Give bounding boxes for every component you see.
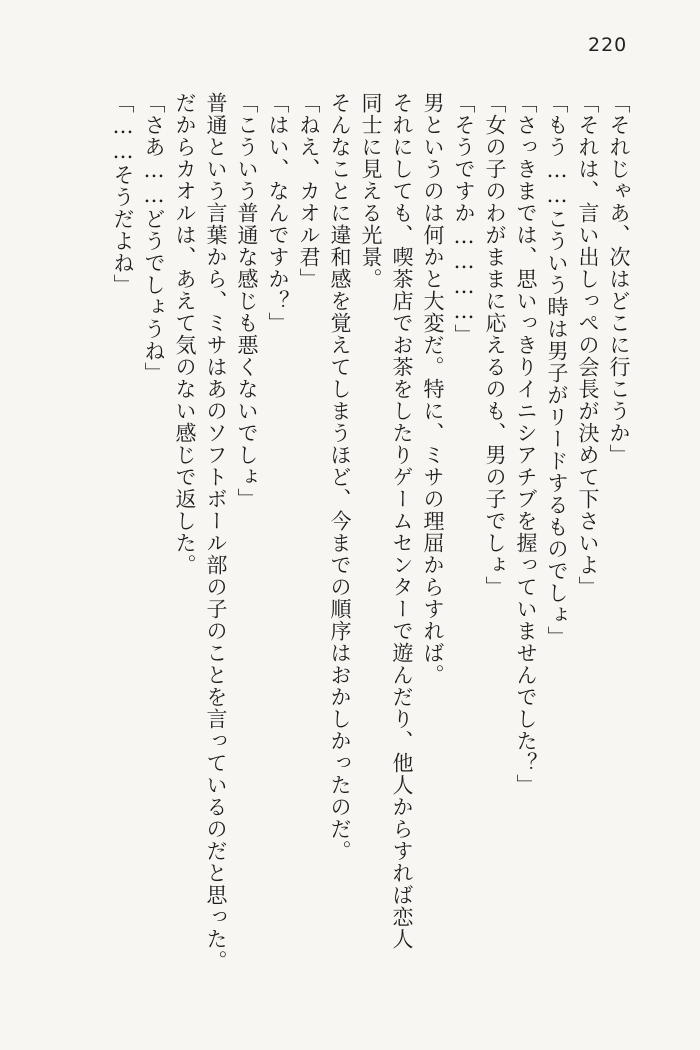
- text-column: だからカオルは、あえて気のない感じで返した。: [173, 92, 197, 576]
- text-column: 「女の子のわがままに応えるのも、男の子でしょ」: [483, 92, 507, 598]
- vertical-text-block: [107, 92, 634, 984]
- text-column: 「それは、言い出しっぺの会長が決めて下さいよ」: [576, 92, 600, 598]
- text-column: それにしても、喫茶店でお茶をしたりゲームセンターで遊んだり、他人からすれば恋人: [390, 92, 414, 950]
- text-column: 「さっきまでは、思いっきりイニシアチブを握っていませんでした？」: [514, 92, 538, 796]
- text-column: 男というのは何かと大変だ。特に、ミサの理屈からすれば。: [421, 92, 445, 686]
- text-column: そんなことに違和感を覚えてしまうほど、今までの順序はおかしかったのだ。: [328, 92, 352, 862]
- text-column: 「それじゃあ、次はどこに行こうか」: [607, 92, 631, 466]
- text-column: 普通という言葉から、ミサはあのソフトボール部の子のことを言っているのだと思った。: [204, 92, 228, 972]
- page-number: 220: [588, 34, 628, 56]
- text-column: 「もう……こういう時は男子がリードするものでしょ」: [545, 92, 569, 648]
- text-column: 「……そうだよね」: [111, 92, 135, 296]
- text-column: 「さあ……どうでしょうね」: [142, 92, 166, 384]
- text-column: 同士に見える光景。: [359, 92, 383, 290]
- text-column: 「こういう普通な感じも悪くないでしょ」: [235, 92, 259, 510]
- text-column: 「そうですか…………」: [452, 92, 476, 346]
- text-column: 「ねえ、カオル君」: [297, 92, 321, 290]
- text-column: 「はい、なんですか？」: [266, 92, 290, 334]
